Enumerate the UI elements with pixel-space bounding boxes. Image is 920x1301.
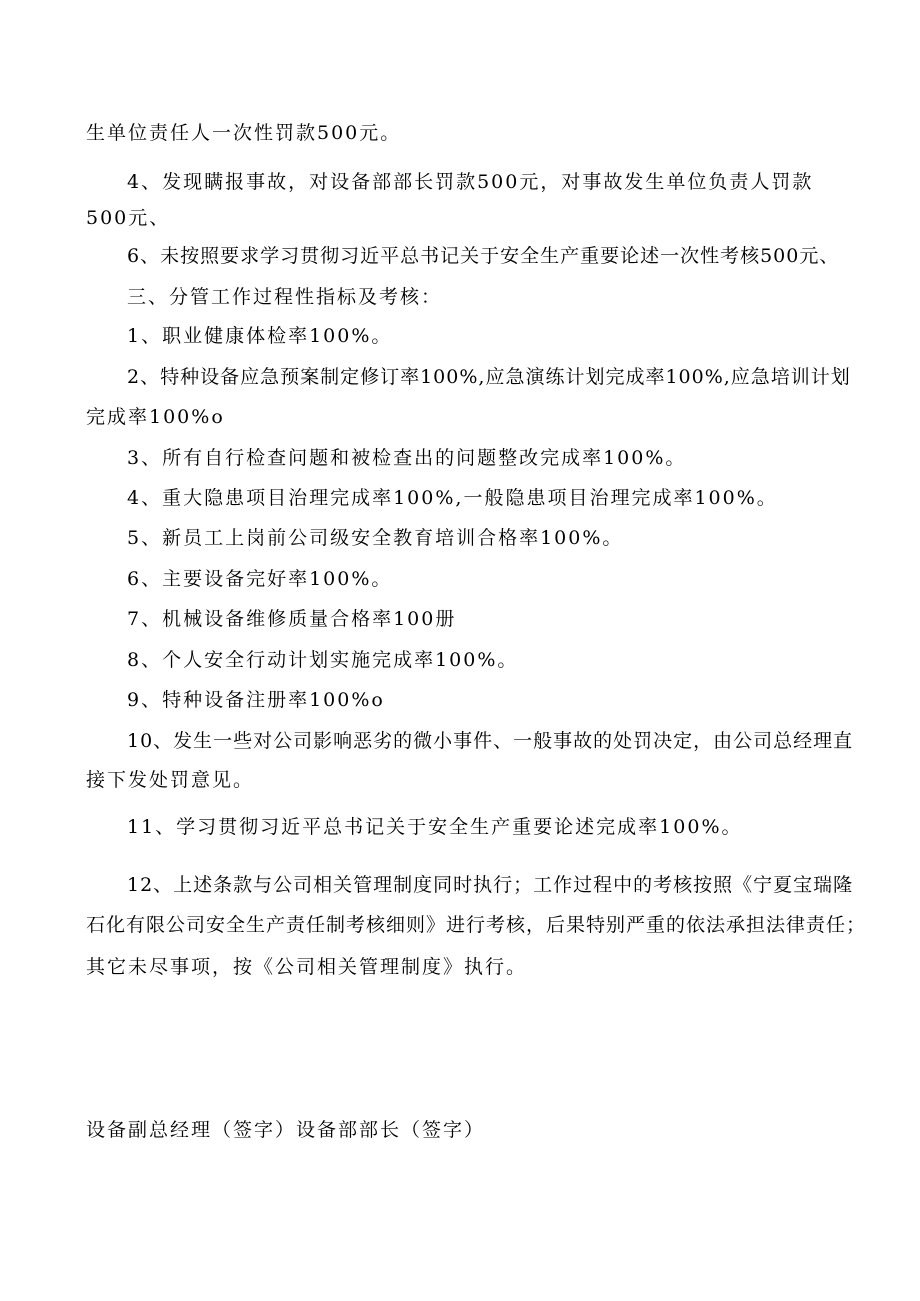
paragraph-line: 石化有限公司安全生产责任制考核细则》进行考核，后果特别严重的依法承担法律责任； [86,914,867,936]
paragraph-line: 6、主要设备完好率100%。 [127,568,393,590]
paragraph-line: 4、发现瞒报事故，对设备部部长罚款500元，对事故发生单位负责人罚款 [127,171,814,193]
paragraph-line: 500元、 [86,207,171,229]
paragraph-line: 完成率100%o [86,406,225,428]
paragraph-line: 5、新员工上岗前公司级安全教育培训合格率100%。 [127,527,624,549]
paragraph-line: 其它未尽事项，按《公司相关管理制度》执行。 [86,956,528,978]
paragraph-line: 3、所有自行检查问题和被检查出的问题整改完成率100%。 [127,447,687,469]
paragraph-line: 2、特种设备应急预案制定修订率100%,应急演练计划完成率100%,应急培训计划 [127,366,851,388]
paragraph-line: 接下发处罚意见。 [86,769,255,791]
paragraph-line: 生单位责任人一次性罚款500元。 [86,122,402,144]
paragraph-line: 1、职业健康体检率100%。 [127,325,393,347]
paragraph-line: 11、学习贯彻习近平总书记关于安全生产重要论述完成率100%。 [127,816,743,838]
section-heading: 三、分管工作过程性指标及考核： [127,286,443,308]
signature-line: 设备副总经理（签字）设备部部长（签字） [86,1119,486,1141]
paragraph-line: 9、特种设备注册率100%o [127,689,385,711]
paragraph-line: 4、重大隐患项目治理完成率100%,一般隐患项目治理完成率100%。 [127,487,778,509]
paragraph-line: 8、个人安全行动计划实施完成率100%。 [127,649,519,671]
paragraph-line: 6、未按照要求学习贯彻习近平总书记关于安全生产重要论述一次性考核500元、 [127,245,840,267]
paragraph-line: 12、上述条款与公司相关管理制度同时执行；工作过程中的考核按照《宁夏宝瑞隆 [127,874,854,896]
paragraph-line: 7、机械设备维修质量合格率100册 [127,608,457,630]
paragraph-line: 10、发生一些对公司影响恶劣的微小事件、一般事故的处罚决定，由公司总经理直 [127,730,854,752]
